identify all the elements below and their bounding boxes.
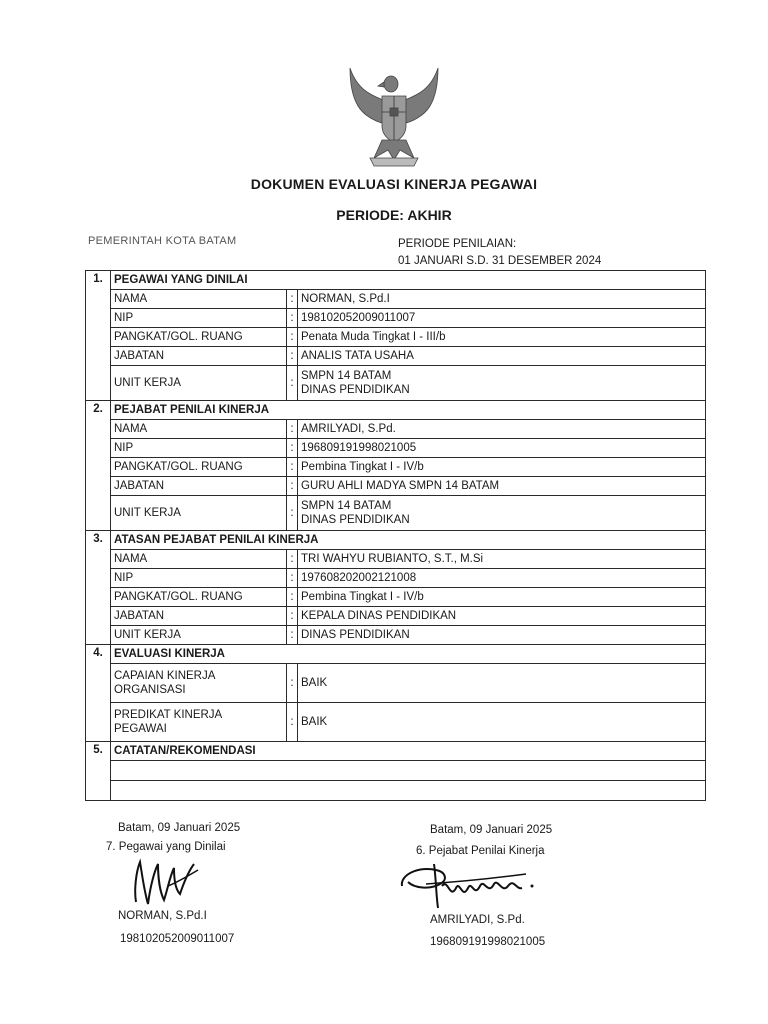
field-label-line: ORGANISASI — [114, 684, 186, 696]
field-value-line: DINAS PENDIDIKAN — [301, 384, 410, 396]
field-label: NAMA — [111, 290, 287, 309]
signature-place-date: Batam, 09 Januari 2025 — [430, 824, 553, 836]
signature-block-employee — [118, 822, 240, 834]
field-value: 198102052009011007 — [298, 309, 706, 328]
signatory-nip: 196809191998021005 — [430, 936, 546, 948]
field-value: Penata Muda Tingkat I - III/b — [298, 328, 706, 347]
colon: : — [287, 458, 298, 477]
field-value: 197608202002121008 — [298, 569, 706, 588]
garuda-emblem-icon — [344, 62, 444, 172]
section-number: 4. — [86, 645, 111, 742]
field-value: ANALIS TATA USAHA — [298, 347, 706, 366]
field-label-line: PREDIKAT KINERJA — [114, 709, 223, 721]
signatory-nip: 198102052009011007 — [120, 933, 235, 945]
notes-row — [86, 761, 706, 781]
field-label: JABATAN — [111, 607, 287, 626]
assessment-period-value: 01 JANUARI S.D. 31 DESEMBER 2024 — [398, 255, 602, 267]
colon: : — [287, 477, 298, 496]
signature-role-label: 6. Pejabat Penilai Kinerja — [416, 845, 545, 857]
table-row — [86, 309, 706, 328]
colon: : — [287, 588, 298, 607]
field-value: DINAS PENDIDIKAN — [298, 626, 706, 645]
table-row — [86, 439, 706, 458]
section-title: CATATAN/REKOMENDASI — [111, 742, 706, 761]
colon: : — [287, 550, 298, 569]
field-value: TRI WAHYU RUBIANTO, S.T., M.Si — [298, 550, 706, 569]
table-row — [86, 290, 706, 309]
colon: : — [287, 607, 298, 626]
table-row — [86, 664, 706, 703]
field-label: NIP — [111, 309, 287, 328]
field-value: Pembina Tingkat I - IV/b — [298, 458, 706, 477]
field-value: GURU AHLI MADYA SMPN 14 BATAM — [298, 477, 706, 496]
field-label: UNIT KERJA — [111, 366, 287, 401]
table-row — [86, 703, 706, 742]
section-header — [86, 401, 706, 420]
field-value — [298, 366, 706, 401]
colon: : — [287, 569, 298, 588]
table-row — [86, 328, 706, 347]
field-value: KEPALA DINAS PENDIDIKAN — [298, 607, 706, 626]
signature-block-assessor — [430, 824, 552, 836]
table-row — [86, 366, 706, 401]
table-row — [86, 420, 706, 439]
colon: : — [287, 626, 298, 645]
field-value: AMRILYADI, S.Pd. — [298, 420, 706, 439]
colon: : — [287, 328, 298, 347]
agency-name: PEMERINTAH KOTA BATAM — [88, 235, 237, 247]
signature-nip-assessor — [430, 936, 545, 948]
colon: : — [287, 366, 298, 401]
section-header — [86, 645, 706, 664]
signature-role-label: 7. Pegawai yang Dinilai — [106, 841, 226, 853]
document-title: DOKUMEN EVALUASI KINERJA PEGAWAI — [250, 176, 538, 192]
colon: : — [287, 703, 298, 742]
field-value-line: SMPN 14 BATAM — [301, 370, 392, 382]
table-row — [86, 588, 706, 607]
field-value-line: DINAS PENDIDIKAN — [301, 514, 410, 526]
field-label-line: PEGAWAI — [114, 723, 167, 735]
field-value — [298, 496, 706, 531]
field-label: NIP — [111, 569, 287, 588]
field-label: PANGKAT/GOL. RUANG — [111, 458, 287, 477]
employee-signature-icon — [128, 852, 208, 912]
field-value: NORMAN, S.Pd.I — [298, 290, 706, 309]
field-label: PANGKAT/GOL. RUANG — [111, 588, 287, 607]
section-header — [86, 531, 706, 550]
evaluation-form-table — [85, 270, 706, 801]
table-row — [86, 607, 706, 626]
colon: : — [287, 309, 298, 328]
field-label: JABATAN — [111, 347, 287, 366]
table-row — [86, 496, 706, 531]
section-number: 2. — [86, 401, 111, 531]
notes-blank — [111, 781, 706, 801]
signatory-name: AMRILYADI, S.Pd. — [430, 914, 525, 926]
assessor-signature-icon — [396, 856, 546, 916]
field-value-line: SMPN 14 BATAM — [301, 500, 392, 512]
field-label: NAMA — [111, 420, 287, 439]
field-label — [111, 703, 287, 742]
field-label: NIP — [111, 439, 287, 458]
colon: : — [287, 496, 298, 531]
field-label: UNIT KERJA — [111, 496, 287, 531]
section-title: ATASAN PEJABAT PENILAI KINERJA — [111, 531, 706, 550]
colon: : — [287, 347, 298, 366]
field-label: PANGKAT/GOL. RUANG — [111, 328, 287, 347]
field-label: JABATAN — [111, 477, 287, 496]
table-row — [86, 477, 706, 496]
section-number: 3. — [86, 531, 111, 645]
signature-place-date: Batam, 09 Januari 2025 — [118, 822, 241, 834]
field-value: BAIK — [298, 664, 706, 703]
assessment-period-label: PERIODE PENILAIAN: — [398, 238, 517, 250]
colon: : — [287, 439, 298, 458]
signature-name-employee — [118, 910, 207, 922]
colon: : — [287, 420, 298, 439]
table-row — [86, 458, 706, 477]
section-number: 5. — [86, 742, 111, 801]
field-label — [111, 664, 287, 703]
table-row — [86, 550, 706, 569]
field-value: 196809191998021005 — [298, 439, 706, 458]
field-label: NAMA — [111, 550, 287, 569]
table-row — [86, 626, 706, 645]
table-row — [86, 347, 706, 366]
table-row — [86, 569, 706, 588]
section-title: PEJABAT PENILAI KINERJA — [111, 401, 706, 420]
section-header — [86, 271, 706, 290]
field-value: BAIK — [298, 703, 706, 742]
section-header — [86, 742, 706, 761]
field-label: UNIT KERJA — [111, 626, 287, 645]
colon: : — [287, 290, 298, 309]
colon: : — [287, 664, 298, 703]
notes-row — [86, 781, 706, 801]
field-label-line: CAPAIAN KINERJA — [114, 670, 216, 682]
signature-name-assessor — [430, 914, 525, 926]
field-value: Pembina Tingkat I - IV/b — [298, 588, 706, 607]
section-title: PEGAWAI YANG DINILAI — [111, 271, 706, 290]
section-number: 1. — [86, 271, 111, 401]
signatory-name: NORMAN, S.Pd.I — [118, 910, 207, 922]
notes-blank — [111, 761, 706, 781]
document-period: PERIODE: AKHIR — [336, 207, 452, 223]
signature-nip-employee — [120, 933, 234, 945]
section-title: EVALUASI KINERJA — [111, 645, 706, 664]
